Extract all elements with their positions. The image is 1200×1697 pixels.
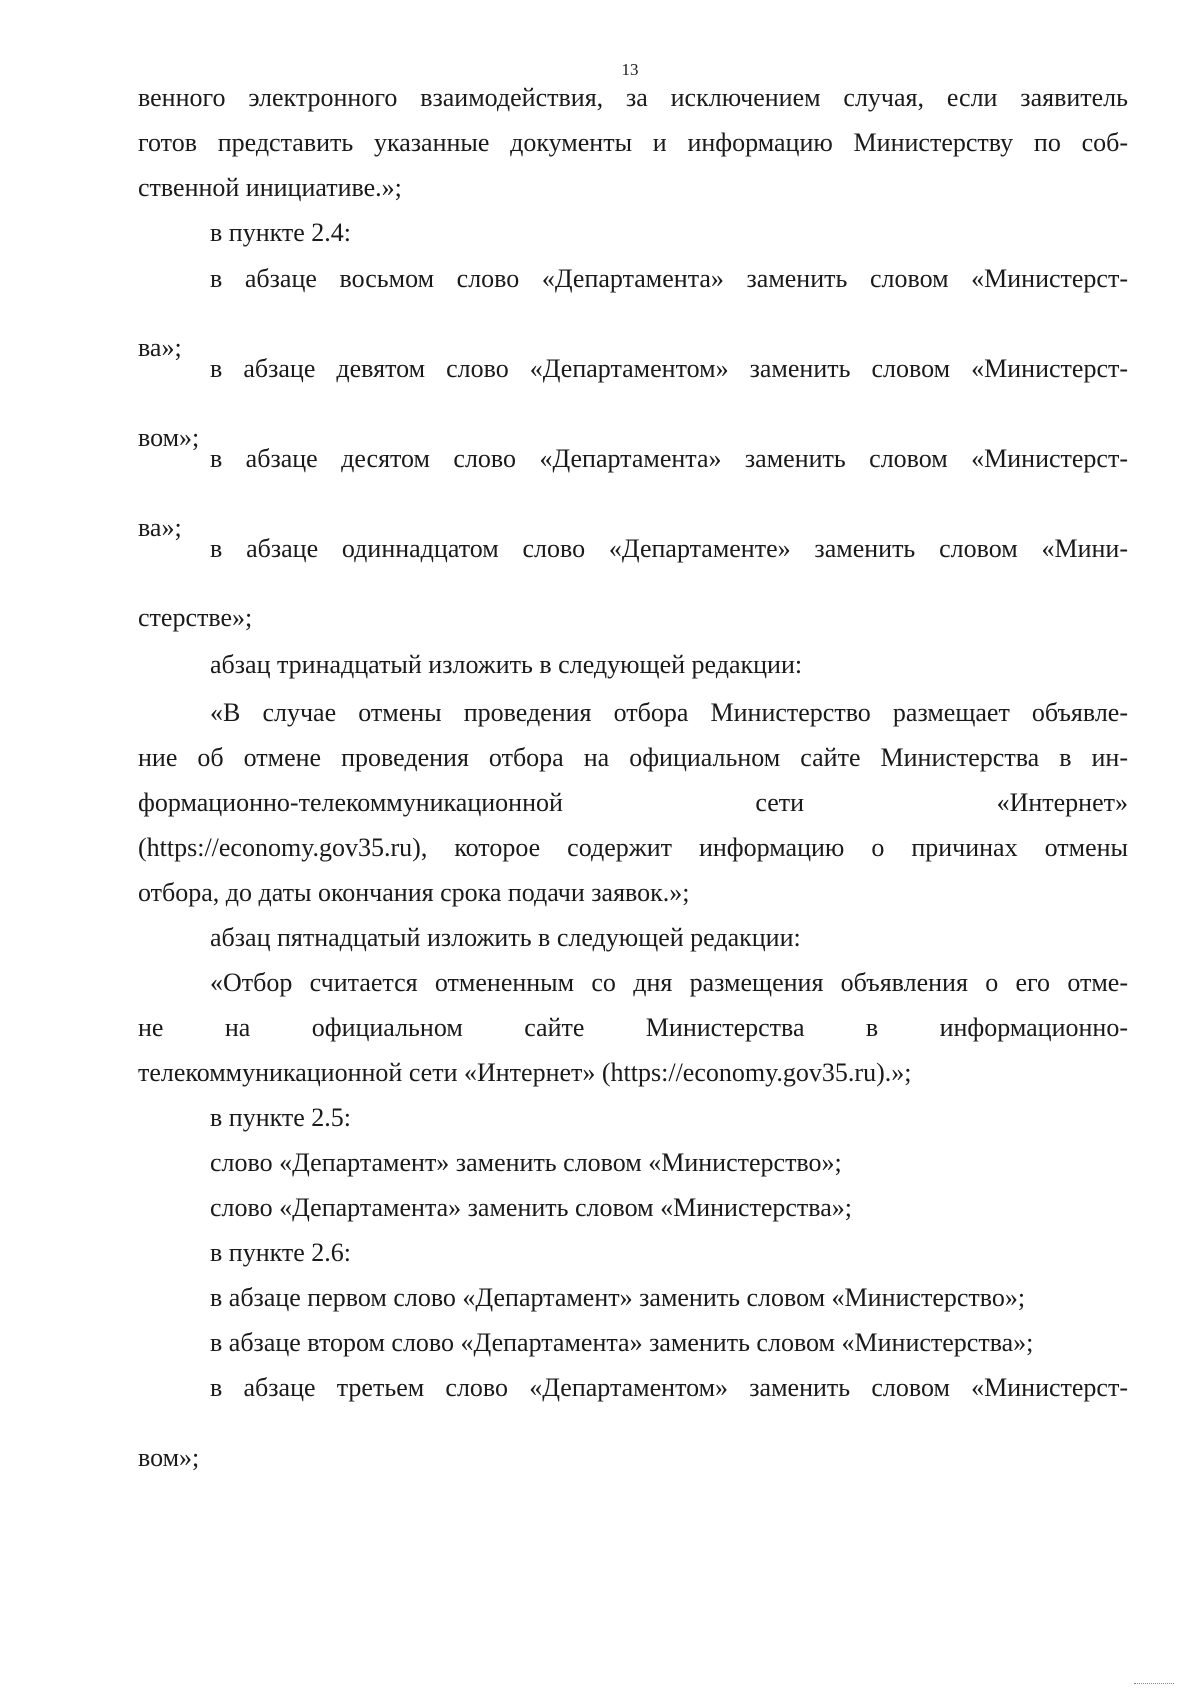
text-line: «В случае отмены проведения отбора Министерство размещает объявле- (210, 698, 1128, 727)
text-line: в пункте 2.4: (210, 218, 352, 247)
text-line: вом»; (138, 423, 200, 452)
text-line: в абзаце десятом слово «Департамента» заменить словом «Министерст- (210, 444, 1128, 473)
text-line: абзац тринадцатый изложить в следующей редакции: (210, 650, 803, 679)
text-line: в пункте 2.6: (210, 1238, 352, 1267)
text-line: готов представить указанные документы и информацию Министерству по соб- (138, 128, 1128, 157)
text-line: абзац пятнадцатый изложить в следующей редакции: (210, 923, 801, 952)
text-line: в абзаце втором слово «Департамента» заменить словом «Министерства»; (210, 1328, 1034, 1357)
text-line: в пункте 2.5: (210, 1103, 352, 1132)
text-line: ва»; (138, 513, 182, 542)
text-line: вом»; (138, 1443, 200, 1472)
text-line: слово «Департамента» заменить словом «Министерства»; (210, 1193, 852, 1222)
text-line: слово «Департамент» заменить словом «Министерство»; (210, 1148, 842, 1177)
text-line: в абзаце девятом слово «Департаментом» заменить словом «Министерст- (210, 354, 1128, 383)
text-line: ва»; (138, 333, 182, 362)
text-line: отбора, до даты окончания срока подачи заявок.»; (138, 878, 690, 907)
text-line: телекоммуникационной сети «Интернет» (https://economy.gov35.ru).»; (138, 1058, 912, 1087)
scan-mark (1134, 1683, 1174, 1687)
text-line: стерстве»; (138, 603, 253, 632)
text-line: в абзаце первом слово «Департамент» заменить словом «Министерство»; (210, 1283, 1026, 1312)
text-line: ние об отмене проведения отбора на официальном сайте Министерства в ин- (138, 743, 1128, 772)
text-line: венного электронного взаимодействия, за исключением случая, если заявитель (138, 83, 1128, 112)
text-line: «Отбор считается отмененным со дня размещения объявления о его отме- (210, 968, 1128, 997)
text-line: в абзаце восьмом слово «Департамента» заменить словом «Министерст- (210, 264, 1128, 293)
text-line: формационно-телекоммуникационной сети «Интернет» (138, 788, 1128, 817)
text-line: ственной инициативе.»; (138, 173, 402, 202)
text-line: в абзаце одиннадцатом слово «Департаменте» заменить словом «Мини- (210, 534, 1128, 563)
text-line: не на официальном сайте Министерства в информационно- (138, 1013, 1128, 1042)
text-line: (https://economy.gov35.ru), которое содержит информацию о причинах отмены (138, 833, 1128, 862)
text-line: в абзаце третьем слово «Департаментом» заменить словом «Министерст- (210, 1373, 1128, 1402)
page-number: 13 (621, 60, 639, 79)
